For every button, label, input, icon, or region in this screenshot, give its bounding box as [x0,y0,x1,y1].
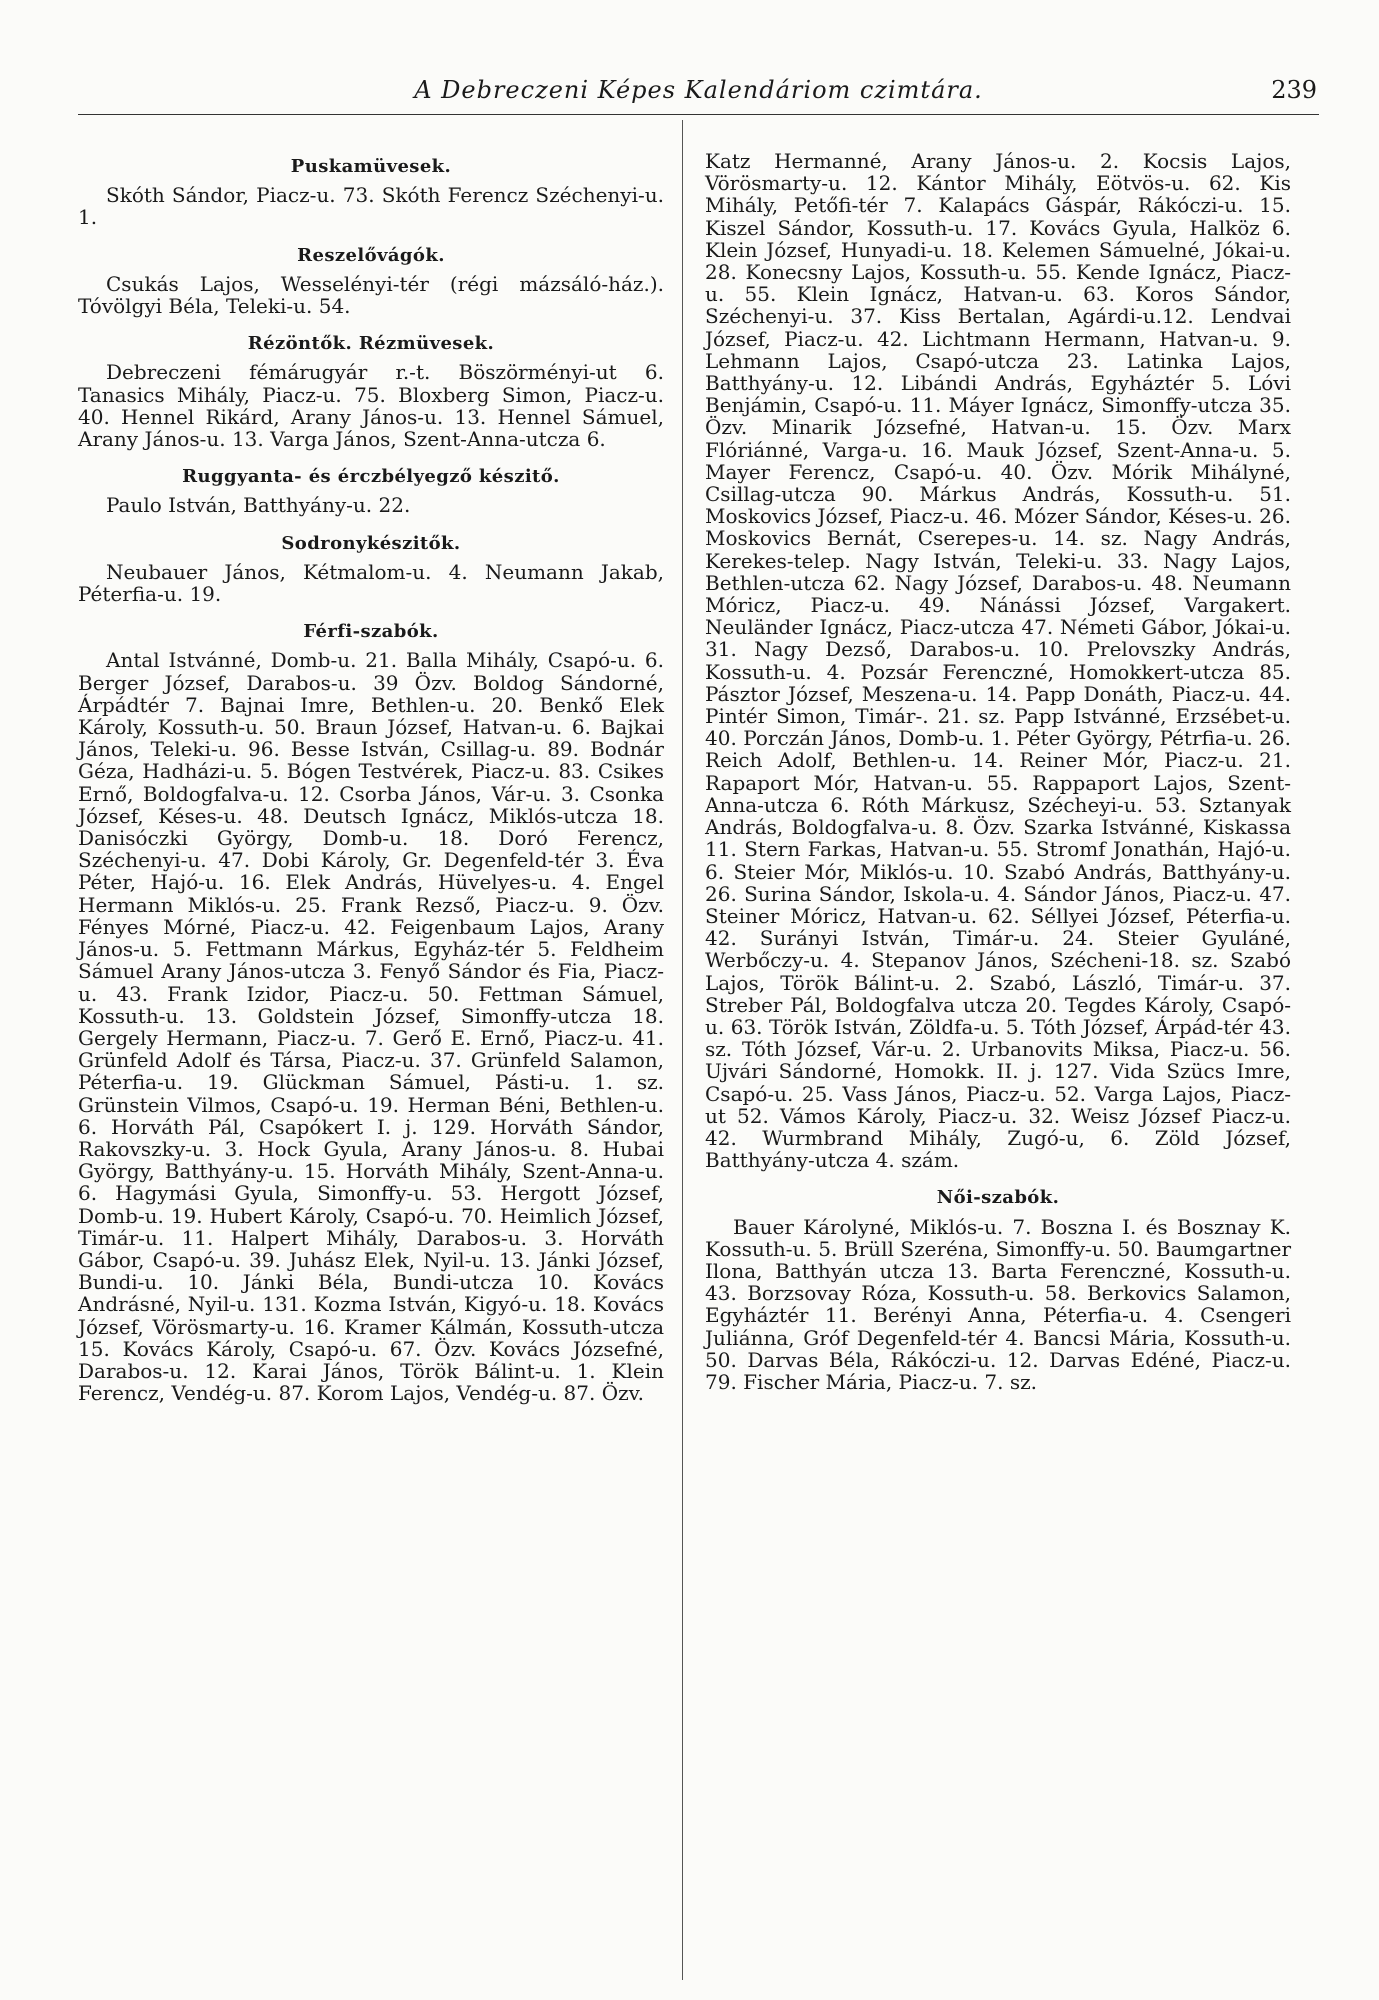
column-divider [682,120,683,1980]
section-text-puskamuvesek: Skóth Sándor, Piacz-u. 73. Skóth Ferencz Széchenyi-u. 1. [78,183,664,230]
section-heading-noi-szabok: Női-szabók. [936,1187,1060,1209]
section-heading-sodronykeszitok: Sodronykészitők. [281,532,461,554]
header-rule [78,114,1319,115]
right-column [705,150,1291,1393]
section-heading-reszelovagok: Reszelővágók. [297,244,445,266]
section-text-rezontok: Debreczeni fémárugyár r.-t. Böszörményi-ut 6. Tanasics Mihály, Piacz-u. 75. Bloxberg Simon, Piacz-u. 40. Hennel Rikárd, Arany János-u. 13. Hennel Sámuel, Arany János-u. 13. Varga János, Szent-Anna-utcza 6. [78,360,664,452]
section-text-ferfi-szabok: Antal Istvánné, Domb-u. 21. Balla Mihály, Csapó-u. 6. Berger József, Darabos-u. 39 Özv. Boldog Sándorné, Árpádtér 7. Bajnai Imre, Bethlen-u. 20. Benkő Elek Károly, Kossuth-u. 50. Braun József, Hatvan-u. 6. Bajkai János, Teleki-u. 96. Besse István, Csillag-u. 89. Bodnár Géza, Hadházi-u. 5. Bógen Testvérek, Piacz-u. 83. Csikes Ernő, Boldogfalva-u. 12. Csorba János, Vár-u. 3. Csonka József, Késes-u. 48. Deutsch Ignácz, Miklós-utcza 18. Danisóczki György, Domb-u. 18. Doró Ferencz, Széchenyi-u. 47. Dobi Károly, Gr. Degenfeld-tér 3. Éva Péter, Hajó-u. 16. Elek András, Hüvelyes-u. 4. Engel Hermann Miklós-u. 25. Frank Rezső, Piacz-u. 9. Özv. Fényes Mórné, Piacz-u. 42. Feigenbaum Lajos, Arany János-u. 5. Fettmann Márkus, Egyház-tér 5. Feldheim Sámuel Arany János-utcza 3. Fenyő Sándor és Fia, Piacz-u. 43. Frank Izidor, Piacz-u. 50. Fettman Sámuel, Kossuth-u. 13. Goldstein József, Simonffy-utcza 18. Gergely Hermann, Piacz-u. 7. Gerő E. Ernő, Piacz-u. 41. Grünfeld Adolf és Társa, Piacz-u. 37. Grünfeld Salamon, Péterfia-u. 19. Glückman Sámuel, Pásti-u. 1. sz. Grünstein Vilmos, Csapó-u. 19. Herman Béni, Bethlen-u. 6. Horváth Pál, Csapókert I. j. 129. Horváth Sándor, Rakovszky-u. 3. Hock Gyula, Arany János-u. 8. Hubai György, Batthyány-u. 15. Horváth Mihály, Szent-Anna-u. 6. Hagymási Gyula, Simonffy-u. 53. Hergott József, Domb-u. 19. Hubert Károly, Csapó-u. 70. Heimlich József, Timár-u. 11. Halpert Mihály, Darabos-u. 3. Horváth Gábor, Csapó-u. 39. Juhász Elek, Nyil-u. 13. Jánki József, Bundi-u. 10. Jánki Béla, Bundi-utcza 10. Kovács Andrásné, Nyil-u. 131. Kozma István, Kigyó-u. 18. Kovács József, Vörösmarty-u. 16. Kramer Kálmán, Kossuth-utcza 15. Kovács Károly, Csapó-u. 67. Özv. Kovács Józsefné, Darabos-u. 12. Karai János, Török Bálint-u. 1. Klein Ferencz, Vendég-u. 87. Korom Lajos, Vendég-u. 87. Özv. [78,648,664,1406]
header-title: A Debreczeni Képes Kalendáriom czimtára. [414,76,983,104]
section-text-sodronykeszitok: Neubauer János, Kétmalom-u. 4. Neumann Jakab, Péterfia-u. 19. [78,559,664,607]
section-text-noi-szabok: Bauer Károlyné, Miklós-u. 7. Boszna I. és Bosznay K. Kossuth-u. 5. Brüll Szeréna, Simonffy-u. 50. Baumgartner Ilona, Batthyán utcza 13. Barta Ferenczné, Kossuth-u. 43. Borzsovay Róza, Kossuth-u. 58. Berkovics Salamon, Egyháztér 11. Berényi Anna, Péterfia-u. 4. Csengeri Juliánna, Gróf Degenfeld-tér 4. Bancsi Mária, Kossuth-u. 50. Darvas Béla, Rákóczi-u. 12. Darvas Edéné, Piacz-u. 79. Fischer Mária, Piacz-u. 7. sz. [705,1214,1291,1394]
section-heading-puskamuvesek: Puskamüvesek. [290,156,452,177]
section-text-ruggyanta: Paulo István, Batthyány-u. 22. [106,493,411,518]
continuation-text-ferfi-szabok: Katz Hermanné, Arany János-u. 2. Kocsis Lajos, Vörösmarty-u. 12. Kántor Mihály, Eötvös-u. 62. Kis Mihály, Petőfi-tér 7. Kalapács Gáspár, Rákóczi-u. 15. Kiszel Sándor, Kossuth-u. 17. Kovács Gyula, Halköz 6. Klein József, Hunyadi-u. 18. Kelemen Sámuelné, Jókai-u. 28. Konecsny Lajos, Kossuth-u. 55. Kende Ignácz, Piacz-u. 55. Klein Ignácz, Hatvan-u. 63. Koros Sándor, Széchenyi-u. 37. Kiss Bertalan, Agárdi-u.12. Lendvai József, Piacz-u. 42. Lichtmann Hermann, Hatvan-u. 9. Lehmann Lajos, Csapó-utcza 23. Latinka Lajos, Batthyány-u. 12. Libándi András, Egyháztér 5. Lóvi Benjámin, Csapó-u. 11. Máyer Ignácz, Simonffy-utcza 35. Özv. Minarik Józsefné, Hatvan-u. 15. Özv. Marx Flóriánné, Varga-u. 16. Mauk József, Szent-Anna-u. 5. Mayer Ferencz, Csapó-u. 40. Özv. Mórik Mihályné, Csillag-utcza 90. Márkus András, Kossuth-u. 51. Moskovics József, Piacz-u. 46. Mózer Sándor, Késes-u. 26. Moskovics Bernát, Cserepes-u. 14. sz. Nagy András, Kerekes-telep. Nagy István, Teleki-u. 33. Nagy Lajos, Bethlen-utcza 62. Nagy József, Darabos-u. 48. Neumann Móricz, Piacz-u. 49. Nánássi József, Vargakert. Neuländer Ignácz, Piacz-utcza 47. Németi Gábor, Jókai-u. 31. Nagy Dezső, Darabos-u. 10. Prelovszky András, Kossuth-u. 4. Pozsár Ferenczné, Homokkert-utcza 85. Pásztor József, Meszena-u. 14. Papp Donáth, Piacz-u. 44. Pintér Simon, Timár-. 21. sz. Papp Istvánné, Erzsébet-u. 40. Porczán János, Domb-u. 1. Péter György, Pétrfia-u. 26. Reich Adolf, Bethlen-u. 14. Reiner Mór, Piacz-u. 21. Rapaport Mór, Hatvan-u. 55. Rappaport Lajos, Szent-Anna-utcza 6. Róth Márkusz, Szécheyi-u. 53. Sztanyak András, Boldogfalva-u. 8. Özv. Szarka Istvánné, Kiskassa 11. Stern Farkas, Hatvan-u. 55. Stromf Jonathán, Hajó-u. 6. Steier Mór, Miklós-u. 10. Szabó András, Batthyány-u. 26. Surina Sándor, Iskola-u. 4. Sándor János, Piacz-u. 47. Steiner Móricz, Hatvan-u. 62. Séllyei József, Péterfia-u. 42. Surányi István, Timár-u. 24. Steier Gyuláné, Werbőczy-u. 4. Stepanov János, Szécheni-18. sz. Szabó Lajos, Török Bálint-u. 2. Szabó, László, Timár-u. 37. Streber Pál, Boldogfalva utcza 20. Tegdes Károly, Csapó-u. 63. Török István, Zöldfa-u. 5. Tóth József, Árpád-tér 43. sz. Tóth József, Vár-u. 2. Urbanovits Miksa, Piacz-u. 56. Ujvári Sándorné, Homokk. II. j. 127. Vida Szücs Imre, Csapó-u. 25. Vass János, Piacz-u. 52. Varga Lajos, Piacz-ut 52. Vámos Károly, Piacz-u. 32. Weisz József Piacz-u. 42. Wurmbrand Mihály, Zugó-u, 6. Zöld József, Batthyány-utcza 4. szám. [705,149,1291,1173]
section-heading-rezontok: Rézöntők. Rézmüvesek. [247,333,495,355]
section-text-reszelovagok: Csukás Lajos, Wesselényi-tér (régi mázsáló-ház.). Tóvölgyi Béla, Teleki-u. 54. [78,271,664,319]
page-number: 239 [1271,76,1317,104]
running-header [78,76,1319,124]
section-heading-ferfi-szabok: Férfi-szabók. [303,621,439,643]
left-column [78,150,664,1404]
section-heading-ruggyanta: Ruggyanta- és érczbélyegző készitő. [182,466,560,488]
